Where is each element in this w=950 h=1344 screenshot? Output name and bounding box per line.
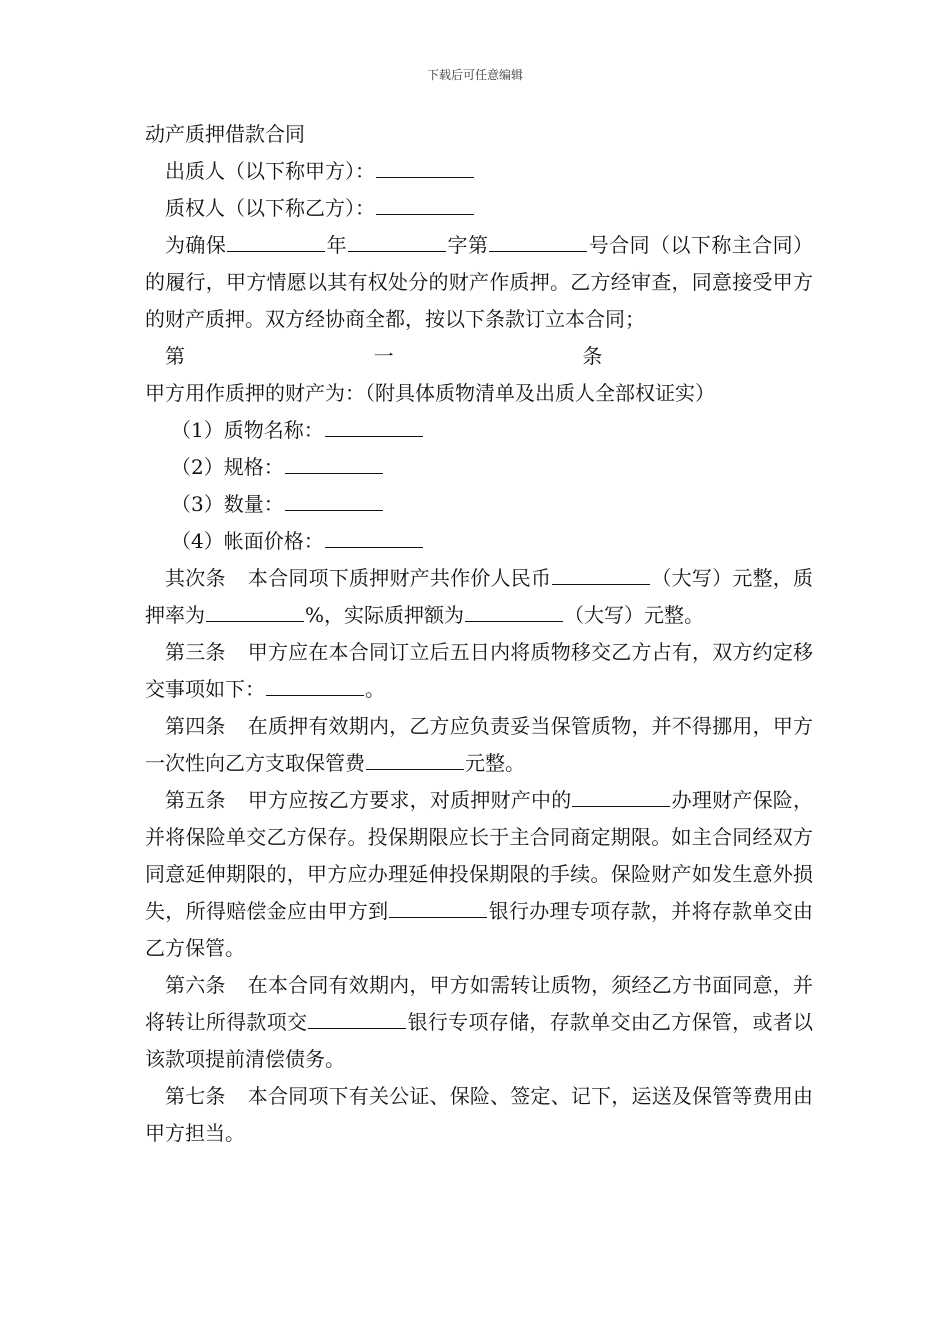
blank-field[interactable] (325, 435, 423, 437)
contract-body (145, 116, 813, 1152)
article-text: （大写）元整。 (564, 603, 705, 627)
article-text: 银行办理专项存款，并将存款单交由乙方保管。 (145, 899, 814, 960)
blank-field[interactable] (325, 546, 423, 548)
item-label: （2）规格： (171, 455, 284, 479)
blank-field[interactable] (552, 583, 650, 585)
article-label: 第四条 (165, 714, 226, 738)
article-label: 第五条 (165, 788, 226, 812)
article-text: （大写）元整，质押率为 (145, 566, 814, 627)
article-1-item (145, 486, 813, 523)
article-3 (145, 634, 813, 708)
intro-text: 字第 (447, 233, 489, 257)
article-7 (145, 1078, 813, 1152)
article-text: 甲方应按乙方要求，对质押财产中的 (247, 788, 572, 812)
article-5 (145, 782, 813, 967)
blank-field[interactable] (376, 176, 474, 178)
article-label: 第六条 (165, 973, 226, 997)
article-text: 元整。 (465, 751, 525, 775)
blank-field[interactable] (465, 620, 563, 622)
article-text: 在本合同有效期内，甲方如需转让质物，须经乙方书面同意，并将转让所得款项交 (145, 973, 814, 1034)
pledgee-label: 质权人（以下称乙方）： (165, 196, 375, 220)
article-2 (145, 560, 813, 634)
article-text: 办理财产保险，并将保险单交乙方保存。投保期限应长于主合同商定期限。如主合同经双方同意延伸期限的，甲方应办理延伸投保期限的手续。保险财产如发生意外损失，所得赔偿金应由甲方到 (145, 788, 814, 923)
blank-field[interactable] (389, 916, 487, 918)
intro-text: 为确保 (165, 233, 227, 257)
blank-field[interactable] (308, 1027, 406, 1029)
article-text: %，实际质押额为 (305, 603, 465, 627)
blank-field[interactable] (489, 250, 587, 252)
article-label: 其次条 (165, 566, 226, 590)
article-text: 本合同项下质押财产共作价人民币 (247, 566, 552, 590)
blank-field[interactable] (285, 472, 383, 474)
pledgor-line (145, 153, 813, 190)
article-1-item (145, 449, 813, 486)
item-label: （4）帐面价格： (171, 529, 324, 553)
intro-text: 年 (326, 233, 348, 257)
pledgee-line (145, 190, 813, 227)
blank-field[interactable] (376, 213, 474, 215)
article-text: 甲方用作质押的财产为：（附具体质物清单及出质人全部权证实） (145, 381, 715, 405)
item-label: （3）数量： (171, 492, 284, 516)
article-text: 本合同项下有关公证、保险、签定、记下，运送及保管等费用由甲方担当。 (145, 1084, 814, 1145)
blank-field[interactable] (206, 620, 304, 622)
blank-field[interactable] (285, 509, 383, 511)
article-1-item (145, 523, 813, 560)
article-1-item (145, 412, 813, 449)
article-label: 第一条 (165, 344, 791, 368)
item-label: （1）质物名称： (171, 418, 324, 442)
article-6 (145, 967, 813, 1078)
article-text: 银行专项存储，存款单交由乙方保管，或者以该款项提前清偿债务。 (145, 1010, 814, 1071)
blank-field[interactable] (227, 250, 325, 252)
article-label: 第三条 (165, 640, 226, 664)
page-header: 下载后可任意编辑 (426, 68, 523, 82)
article-text: 甲方应在本合同订立后五日内将质物移交乙方占有，双方约定移交事项如下： (145, 640, 814, 701)
article-4 (145, 708, 813, 782)
article-text: 。 (365, 677, 385, 701)
intro-paragraph (145, 227, 813, 338)
blank-field[interactable] (266, 694, 364, 696)
article-1 (145, 338, 813, 412)
blank-field[interactable] (366, 768, 464, 770)
pledgor-label: 出质人（以下称甲方）： (165, 159, 375, 183)
blank-field[interactable] (348, 250, 446, 252)
contract-title: 动产质押借款合同 (145, 122, 305, 146)
article-text: 在质押有效期内，乙方应负责妥当保管质物，并不得挪用，甲方一次性向乙方支取保管费 (145, 714, 814, 775)
article-label: 第七条 (165, 1084, 226, 1108)
intro-text: 号合同（以下称主合同）的履行，甲方情愿以其有权处分的财产作质押。乙方经审查，同意接受甲方的财产质押。双方经协商全都，按以下条款订立本合同； (145, 233, 814, 331)
blank-field[interactable] (572, 805, 670, 807)
